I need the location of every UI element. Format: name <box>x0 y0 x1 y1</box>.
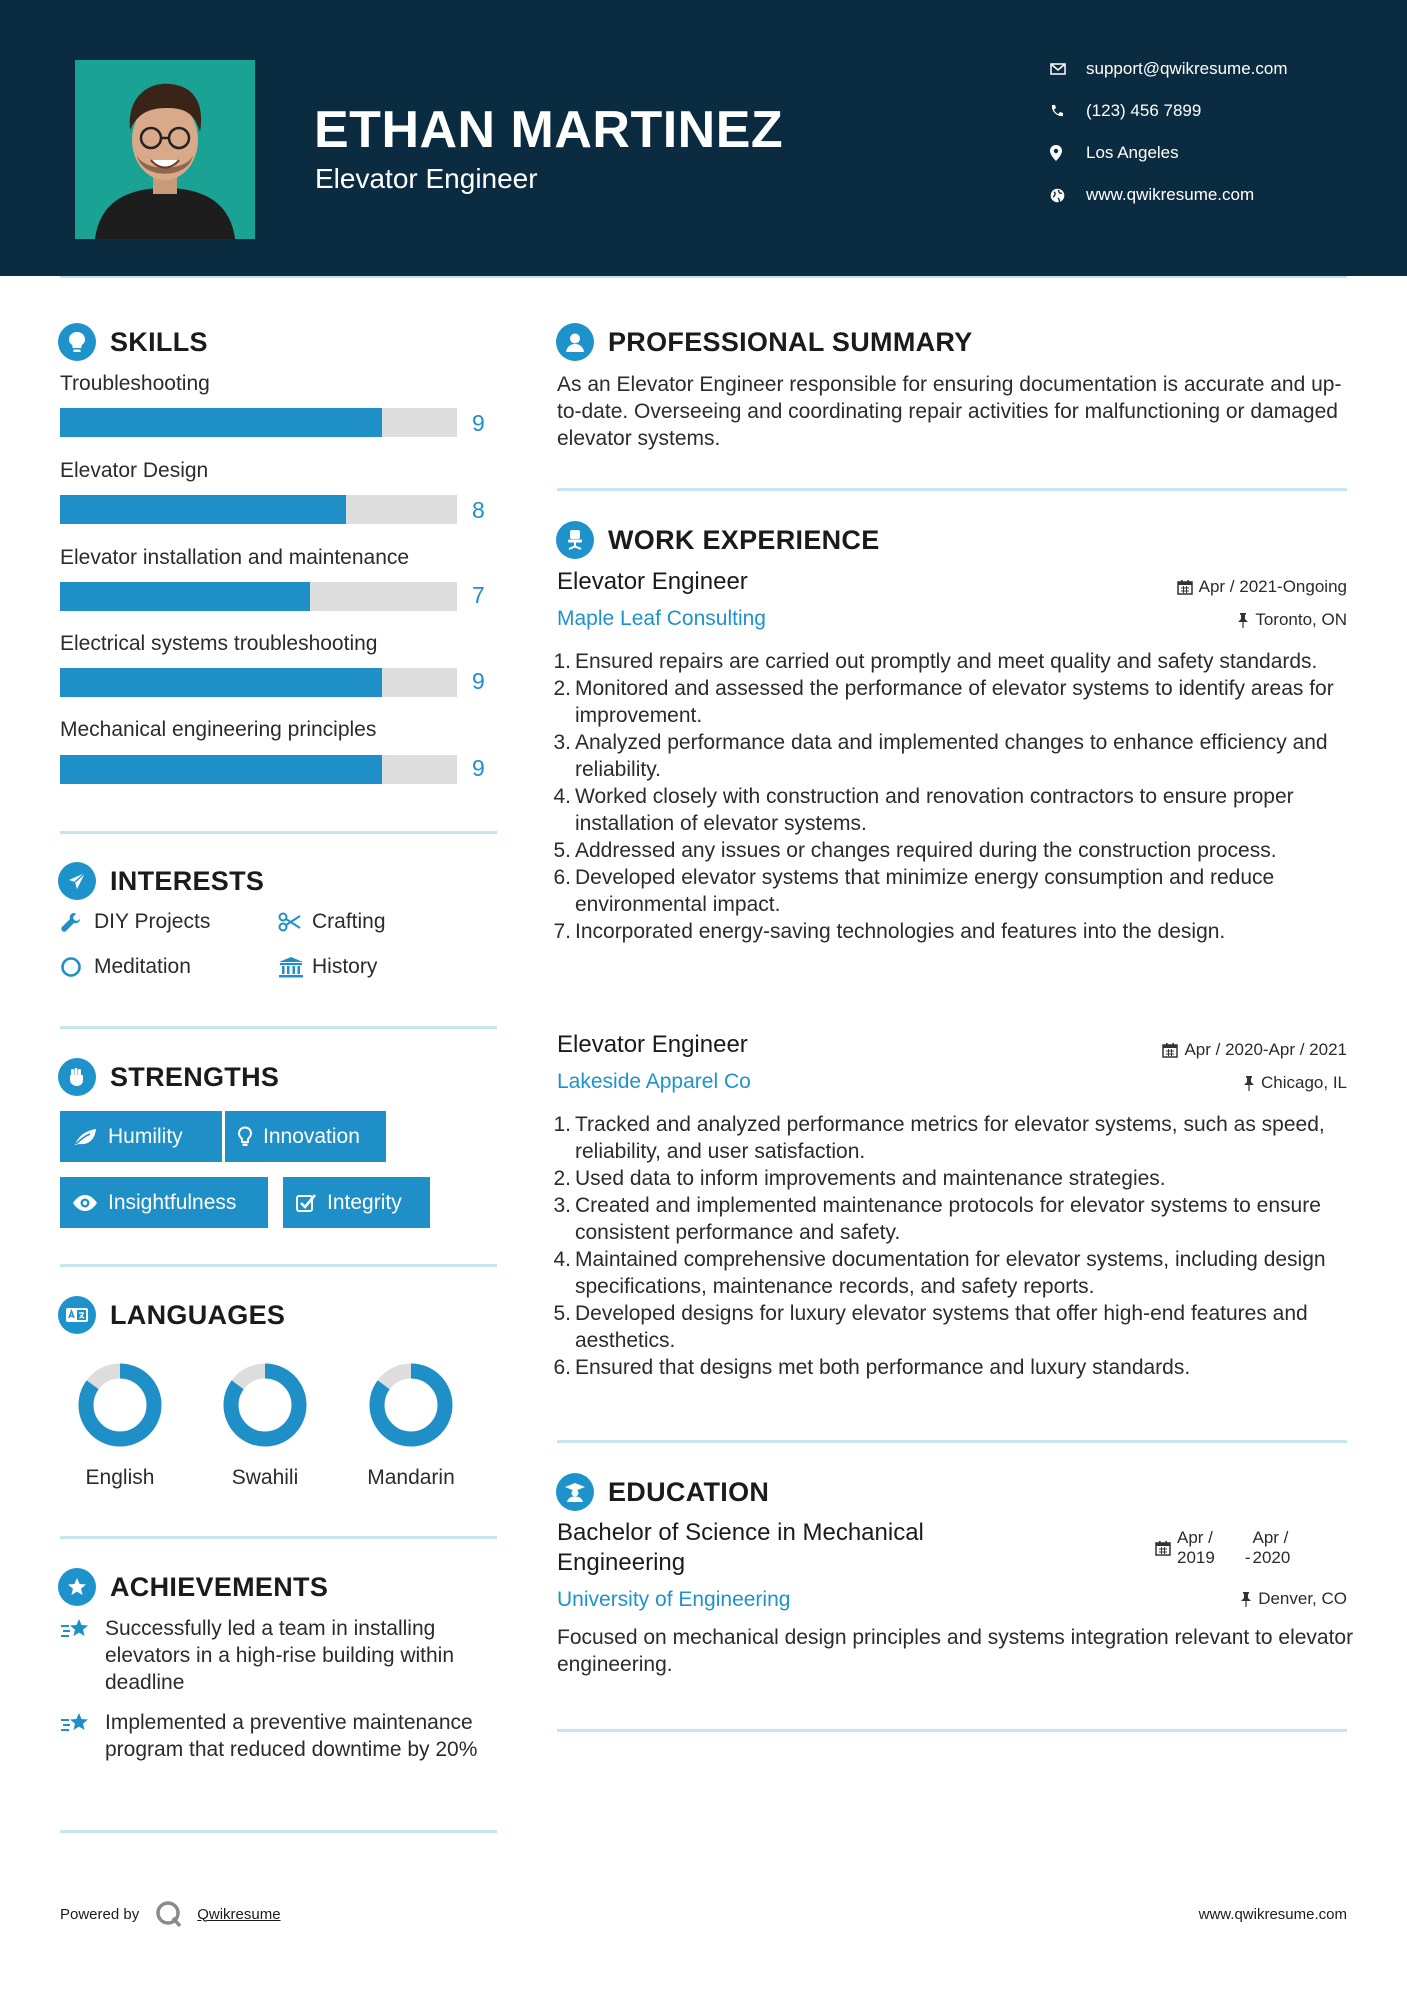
degree-line: Engineering <box>557 1549 686 1576</box>
interest-item <box>60 910 210 934</box>
skill-bar-fill <box>60 755 382 784</box>
bullet-item: 3. Created and implemented maintenance protocols for elevator systems to ensure consistent performance and safety. <box>550 1192 1350 1246</box>
bullet-text: Tracked and analyzed performance metrics for elevator systems, such as speed, reliability, and user satisfaction. <box>575 1113 1325 1163</box>
languages-heading <box>58 1295 285 1335</box>
scissors-icon <box>278 912 312 932</box>
interest-label: History <box>312 955 378 978</box>
job-dates <box>1162 1040 1347 1060</box>
education-title: EDUCATION <box>608 1476 770 1507</box>
experience-heading <box>556 520 880 560</box>
phone-text: (123) 456 7899 <box>1086 101 1202 120</box>
skill-bar-fill <box>60 668 382 697</box>
skill-name: Mechanical engineering principles <box>60 718 377 741</box>
bullet-item: 5. Addressed any issues or changes required during the construction process. <box>553 839 1277 862</box>
calendar-icon <box>1177 579 1193 595</box>
powered-by-text: Powered by <box>60 1905 140 1923</box>
job-location <box>1237 610 1347 630</box>
skill-name: Troubleshooting <box>60 372 210 395</box>
job-dates-text: Apr / 2021-Ongoing <box>1198 577 1347 596</box>
strength-tag <box>283 1177 430 1228</box>
eye-icon <box>72 1194 98 1212</box>
bullet-text: Analyzed performance data and implemented changes to enhance efficiency and reliability. <box>575 731 1328 781</box>
globe-icon <box>1050 188 1086 203</box>
language-donut-swahili <box>220 1360 310 1450</box>
date-separator: - <box>1244 1548 1251 1567</box>
bullet-item: 4. Worked closely with construction and renovation contractors to ensure proper installation of elevator systems. <box>550 783 1350 837</box>
shooting-star-icon <box>60 1709 105 1763</box>
school-name: University of Engineering <box>557 1588 791 1611</box>
skill-bar-fill <box>60 582 310 611</box>
checkbox-icon <box>295 1192 317 1214</box>
office-chair-icon <box>556 521 594 559</box>
education-end <box>1253 1528 1291 1568</box>
bullet-item: 3. Analyzed performance data and implemented changes to enhance efficiency and reliability. <box>550 729 1350 783</box>
section-divider <box>60 831 497 834</box>
bullet-item: 1. Tracked and analyzed performance metrics for elevator systems, such as speed, reliability, and user satisfaction. <box>550 1111 1350 1165</box>
languages-title: LANGUAGES <box>110 1299 286 1330</box>
bullet-item: 4. Maintained comprehensive documentation for elevator systems, including design specifications, maintenance records, and safety reports. <box>550 1246 1350 1300</box>
section-divider <box>60 1026 497 1029</box>
qwikresume-logo-icon <box>155 1900 183 1928</box>
circle-icon <box>60 956 94 978</box>
achievement-text: Successfully led a team in installing elevators in a high-rise building within deadline <box>105 1617 455 1694</box>
candidate-role: Elevator Engineer <box>315 163 538 194</box>
job-location-text: Chicago, IL <box>1261 1073 1347 1092</box>
achievement-text: Implemented a preventive maintenance program that reduced downtime by 20% <box>105 1711 478 1761</box>
skill-bar <box>60 755 457 784</box>
strength-label: Humility <box>108 1124 183 1148</box>
bullet-item: 5. Developed designs for luxury elevator systems that offer high-end features and aesthetics. <box>550 1300 1350 1354</box>
strength-tag <box>60 1177 268 1228</box>
section-divider <box>60 1830 497 1833</box>
achievement-item <box>60 1709 500 1763</box>
summary-text: As an Elevator Engineer responsible for ensuring documentation is accurate and up-to-date. Overseeing and coordinating repair activities for malfunctioning or damaged elevator systems. <box>557 373 1342 450</box>
calendar-icon <box>1155 1540 1171 1556</box>
interest-label: Crafting <box>312 910 386 933</box>
date-part: 2019 <box>1177 1548 1215 1567</box>
job-dates-text: Apr / 2020-Apr / 2021 <box>1184 1040 1347 1059</box>
language-donut-english <box>75 1360 165 1450</box>
interest-item <box>278 910 386 934</box>
interest-item <box>60 955 191 979</box>
job-dates <box>1177 577 1347 597</box>
job-location <box>1243 1073 1347 1093</box>
bullet-text: Created and implemented maintenance protocols for elevator systems to ensure consistent performance and safety. <box>575 1194 1321 1244</box>
strength-label: Innovation <box>263 1124 360 1148</box>
skill-bar <box>60 582 457 611</box>
bullet-item: 2. Used data to inform improvements and maintenance strategies. <box>553 1167 1166 1190</box>
job-location-text: Toronto, ON <box>1255 610 1347 629</box>
company-name: Lakeside Apparel Co <box>557 1070 751 1093</box>
bullet-text: Developed elevator systems that minimize energy consumption and reduce environmental impact. <box>575 866 1275 916</box>
user-icon <box>556 323 594 361</box>
contact-location <box>1050 138 1380 168</box>
education-text: Focused on mechanical design principles and systems integration relevant to elevator engineering. <box>557 1626 1354 1676</box>
interest-label: DIY Projects <box>94 910 211 933</box>
summary-title: PROFESSIONAL SUMMARY <box>608 326 973 357</box>
experience-title: WORK EXPERIENCE <box>608 524 880 555</box>
skills-heading <box>58 322 208 362</box>
paper-plane-icon <box>58 862 96 900</box>
section-divider <box>557 1440 1347 1443</box>
skill-name: Electrical systems troubleshooting <box>60 632 378 655</box>
interest-label: Meditation <box>94 955 191 978</box>
fist-icon <box>58 1058 96 1096</box>
language-donut-mandarin <box>366 1360 456 1450</box>
bullet-text: Ensured that designs met both performance and luxury standards. <box>575 1356 1191 1379</box>
leaf-icon <box>72 1127 98 1147</box>
pushpin-icon <box>1237 612 1249 628</box>
pushpin-icon <box>1240 1591 1252 1607</box>
map-pin-icon <box>1050 145 1086 161</box>
strength-label: Insightfulness <box>108 1190 237 1214</box>
education-dates <box>1155 1528 1290 1568</box>
education-location-text: Denver, CO <box>1258 1589 1347 1608</box>
skill-rating: 9 <box>472 410 485 436</box>
interest-item <box>278 955 377 979</box>
skill-bar <box>60 495 457 524</box>
skill-name: Elevator installation and maintenance <box>60 546 410 569</box>
resume-header <box>0 0 1407 276</box>
skill-rating: 8 <box>472 497 485 523</box>
language-label: Mandarin <box>367 1466 455 1489</box>
bullet-text: Addressed any issues or changes required during the construction process. <box>575 839 1277 862</box>
interests-title: INTERESTS <box>110 865 265 896</box>
phone-icon <box>1050 104 1086 118</box>
job-title: Elevator Engineer <box>557 1031 748 1058</box>
strength-label: Integrity <box>327 1190 402 1214</box>
date-part: Apr / <box>1177 1528 1213 1547</box>
bullet-item: 6. Ensured that designs met both performance and luxury standards. <box>553 1356 1191 1379</box>
footer-powered-by <box>60 1900 281 1928</box>
skill-rating: 7 <box>472 582 485 608</box>
bullet-text: Ensured repairs are carried out promptly and meet quality and safety standards. <box>575 650 1318 673</box>
lightbulb-icon <box>58 323 96 361</box>
skill-rating: 9 <box>472 668 485 694</box>
contact-phone[interactable] <box>1050 96 1380 126</box>
profile-photo <box>75 60 255 239</box>
translate-icon <box>58 1296 96 1334</box>
degree-line: Bachelor of Science in Mechanical <box>557 1519 924 1546</box>
contact-email[interactable] <box>1050 54 1380 84</box>
bullet-item: 7. Incorporated energy-saving technologies and features into the design. <box>553 920 1226 943</box>
achievements-heading <box>58 1567 328 1607</box>
pushpin-icon <box>1243 1075 1255 1091</box>
strengths-title: STRENGTHS <box>110 1061 280 1092</box>
star-badge-icon <box>58 1568 96 1606</box>
bullet-text: Incorporated energy-saving technologies and features into the design. <box>575 920 1226 943</box>
job-title: Elevator Engineer <box>557 568 748 595</box>
bullet-text: Monitored and assessed the performance of elevator systems to identify areas for improvement. <box>575 677 1334 727</box>
achievement-item <box>60 1615 500 1696</box>
bullet-item: 2. Monitored and assessed the performance of elevator systems to identify areas for improvement. <box>550 675 1350 729</box>
calendar-icon <box>1162 1042 1178 1058</box>
contact-website[interactable] <box>1050 180 1380 210</box>
bullet-text: Worked closely with construction and renovation contractors to ensure proper installation of elevator systems. <box>575 785 1294 835</box>
skill-bar <box>60 408 457 437</box>
strength-tag <box>225 1111 386 1162</box>
header-divider <box>60 276 1347 278</box>
section-divider <box>60 1536 497 1539</box>
skill-bar <box>60 668 457 697</box>
shooting-star-icon <box>60 1615 105 1696</box>
lightbulb-outline-icon <box>237 1126 253 1148</box>
degree-title <box>557 1518 924 1578</box>
language-label: English <box>85 1466 155 1489</box>
strengths-heading <box>58 1057 279 1097</box>
achievements-title: ACHIEVEMENTS <box>110 1571 329 1602</box>
envelope-icon <box>1050 63 1086 75</box>
date-part: 2020 <box>1252 1548 1291 1567</box>
qwikresume-link[interactable]: Qwikresume <box>197 1905 281 1923</box>
email-text: support@qwikresume.com <box>1086 59 1288 78</box>
language-label: Swahili <box>231 1466 299 1489</box>
footer-website[interactable]: www.qwikresume.com <box>1198 1906 1347 1923</box>
job-bullets <box>550 648 1350 945</box>
skill-bar-fill <box>60 408 382 437</box>
candidate-name: ETHAN MARTINEZ <box>314 101 784 159</box>
graduate-icon <box>556 1473 594 1511</box>
bullet-text: Used data to inform improvements and maintenance strategies. <box>575 1167 1166 1190</box>
education-heading <box>556 1472 769 1512</box>
location-text: Los Angeles <box>1086 143 1179 162</box>
wrench-icon <box>60 911 94 933</box>
skill-bar-fill <box>60 495 346 524</box>
interests-heading <box>58 861 264 901</box>
website-text: www.qwikresume.com <box>1086 185 1255 204</box>
job-bullets <box>550 1111 1350 1381</box>
skill-rating: 9 <box>472 755 485 781</box>
bullet-item: 6. Developed elevator systems that minimize energy consumption and reduce environmental impact. <box>550 864 1350 918</box>
summary-heading <box>556 322 973 362</box>
education-location <box>1240 1589 1347 1609</box>
skills-title: SKILLS <box>110 326 208 357</box>
skill-name: Elevator Design <box>60 459 209 482</box>
section-divider <box>557 1729 1347 1732</box>
bullet-item: 1. Ensured repairs are carried out promptly and meet quality and safety standards. <box>553 650 1318 673</box>
company-name: Maple Leaf Consulting <box>557 607 766 630</box>
museum-icon <box>278 956 312 978</box>
bullet-text: Developed designs for luxury elevator systems that offer high-end features and aesthetics. <box>575 1302 1308 1352</box>
section-divider <box>60 1264 497 1267</box>
date-part: Apr / <box>1252 1528 1289 1547</box>
education-start <box>1177 1528 1215 1568</box>
section-divider <box>557 488 1347 491</box>
bullet-text: Maintained comprehensive documentation for elevator systems, including design specifications, maintenance records, and safety reports. <box>575 1248 1326 1298</box>
strength-tag <box>60 1111 222 1162</box>
